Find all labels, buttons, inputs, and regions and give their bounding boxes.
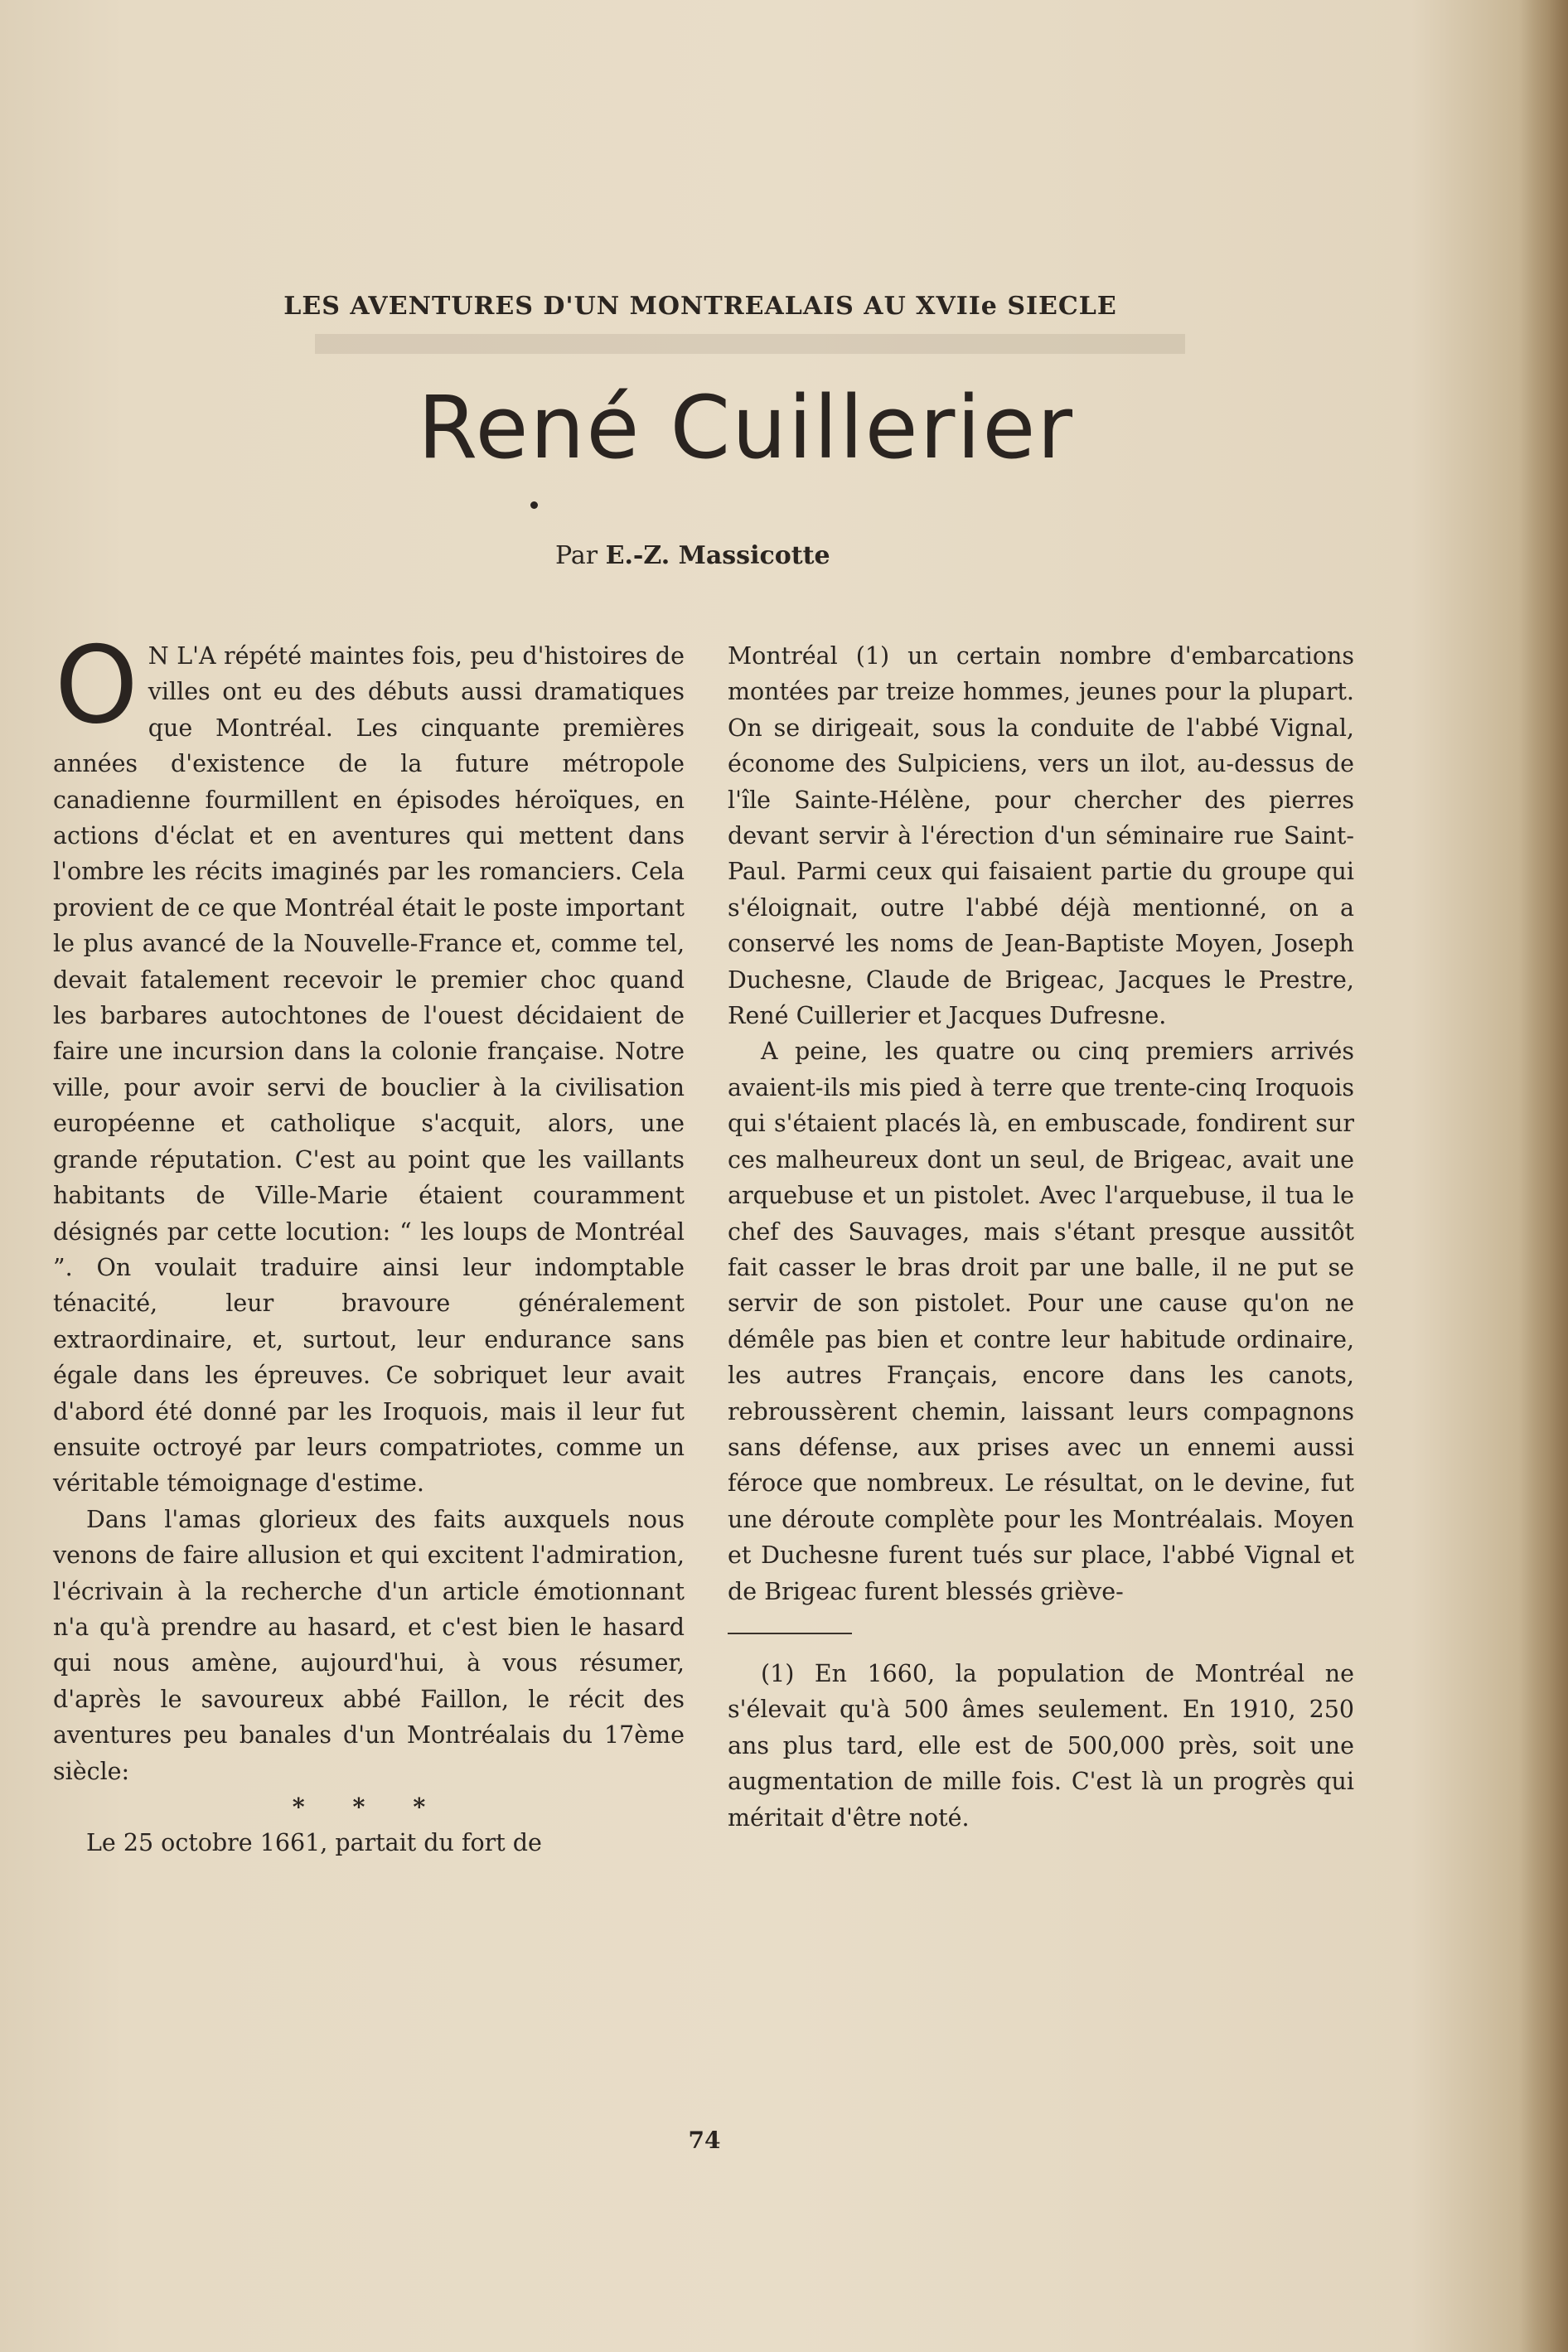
byline-author: E.-Z. Massicotte bbox=[605, 541, 830, 570]
byline-prefix: Par bbox=[555, 541, 598, 570]
title-dot-ornament bbox=[530, 501, 538, 509]
third-paragraph: Le 25 octobre 1661, partait du fort de bbox=[86, 1829, 542, 1857]
byline bbox=[555, 541, 830, 570]
second-paragraph: Dans l'amas glorieux des faits auxquels nous venons de faire allusion et qui excitent l'admiration, l'écrivain à la recherche d'un article émotionnant n'a qu'à prendre au hasard, et c'est bien le hasard qui nous amène, aujourd'hui, à vous résumer, d'après le savoureux abbé Faillon, le récit des aventures peu banales d'un Montréalais du 17ème siècle: bbox=[53, 1505, 685, 1785]
intro-paragraph bbox=[53, 624, 685, 1502]
footnote-rule bbox=[728, 1633, 852, 1634]
right-column bbox=[728, 638, 1354, 1836]
continued-paragraph: Montréal (1) un certain nombre d'embarcations montées par treize hommes, jeunes pour la plupart. On se dirigeait, sous la conduite de l'abbé Vignal, économe des Sulpiciens, vers un ilot, au-dessus de l'île Sainte-Hélène, pour chercher des pierres devant servir à l'érection d'un séminaire rue Saint-Paul. Parmi ceux qui faisaient partie du groupe qui s'éloignait, outre l'abbé déjà mentionné, on a conservé les noms de Jean-Baptiste Moyen, Joseph Duchesne, Claude de Brigeac, Jacques le Prestre, René Cuillerier et Jacques Dufresne. bbox=[728, 642, 1354, 1030]
footnote: (1) En 1660, la population de Montréal ne s'élevait qu'à 500 âmes seulement. En 1910, 250 ans plus tard, elle est de 500,000 près, soit une augmentation de mille fois. C'est là un progrès qui méritait d'être noté. bbox=[728, 1659, 1354, 1832]
page-number: 74 bbox=[688, 2127, 721, 2154]
bleed-through-ornament bbox=[315, 327, 1185, 361]
article-kicker: LES AVENTURES D'UN MONTREALAIS AU XVIIe SIECLE bbox=[283, 292, 1117, 321]
left-column bbox=[53, 624, 685, 1861]
article-title: René Cuillerier bbox=[417, 377, 1075, 478]
page-spine-shadow bbox=[1518, 0, 1568, 2352]
ambush-paragraph: A peine, les quatre ou cinq premiers arrivés avaient-ils mis pied à terre que trente-cinq Iroquois qui s'étaient placés là, en embuscade, fondirent sur ces malheureux dont un seul, de Brigeac, avait une arquebuse et un pistolet. Avec l'arquebuse, il tua le chef des Sauvages, mais s'étant presque aussitôt fait casser le bras droit par une balle, il ne put se servir de son pistolet. Pour une cause qu'on ne démêle pas bien et contre leur habitude ordinaire, les autres Français, encore dans les canots, rebroussèrent chemin, laissant leurs compagnons sans défense, aux prises avec un ennemi aussi féroce que nombreux. Le résultat, on le devine, fut une déroute complète pour les Montréalais. Moyen et Duchesne furent tués sur place, l'abbé Vignal et de Brigeac furent blessés griève- bbox=[728, 1038, 1354, 1605]
section-separator: * * * bbox=[292, 1793, 446, 1821]
intro-paragraph-text: N L'A répété maintes fois, peu d'histoires de villes ont eu des débuts aussi dramatiques que Montréal. Les cinquante premières années d'existence de la future métropole canadienne fourmillent en épisodes héroïques, en actions d'éclat et en aventures qui mettent dans l'ombre les récits imaginés par les romanciers. Cela provient de ce que Montréal était le poste important le plus avancé de la Nouvelle-France et, comme tel, devait fatalement recevoir le premier choc quand les barbares autochtones de l'ouest décidaient de faire une incursion dans la colonie française. Notre ville, pour avoir servi de bouclier à la civilisation européenne et catholique s'acquit, alors, une grande réputation. C'est au point que les vaillants habitants de Ville-Marie étaient couramment désignés par cette locution: “ les loups de Montréal ”. On voulait traduire ainsi leur indomptable ténacité, leur bravoure généralement extraordinaire, et, surtout, leur endurance sans égale dans les épreuves. Ce sobriquet leur avait d'abord été donné par les Iroquois, mais il leur fut ensuite octroyé par leurs compatriotes, comme un véritable témoignage d'estime. bbox=[53, 642, 685, 1498]
drop-cap: O bbox=[55, 624, 138, 748]
